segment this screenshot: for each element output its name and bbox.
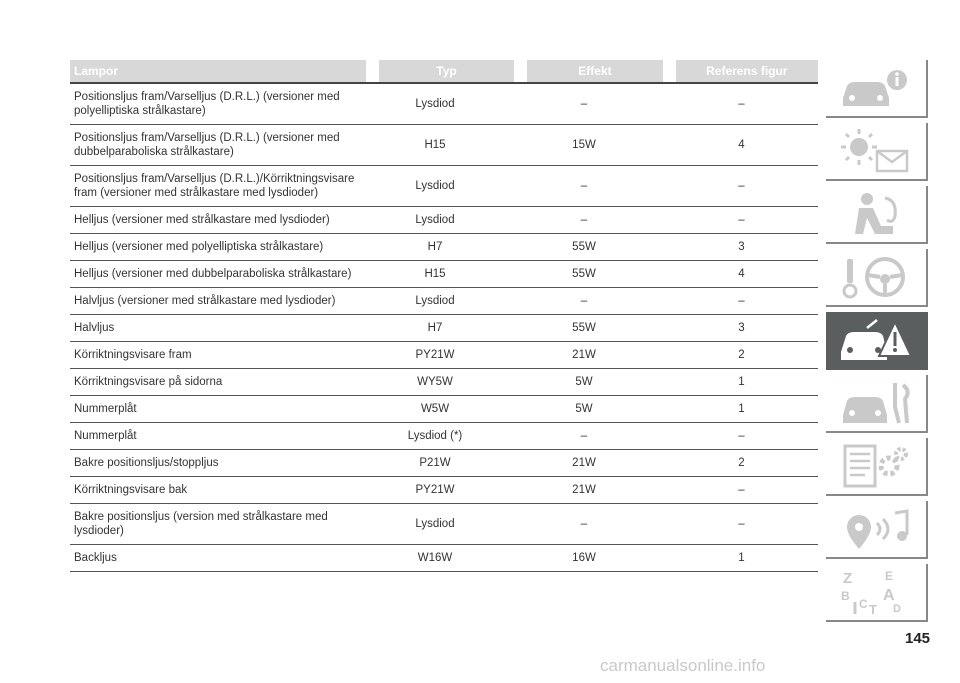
page-number: 145 <box>905 630 931 647</box>
cell-lamp: Körriktningsvisare fram <box>74 349 192 361</box>
cell-ref: – <box>738 180 745 192</box>
cell-lamp: Helljus (versioner med polyelliptiska strålkastare) <box>74 241 324 253</box>
cell-power: 21W <box>572 457 596 469</box>
emergency-icon <box>837 316 915 364</box>
cell-lamp: Körriktningsvisare bak <box>74 484 188 496</box>
cell-lamp: Körriktningsvisare på sidorna <box>74 376 223 388</box>
header-effekt: Effekt <box>527 60 662 82</box>
cell-ref: – <box>738 295 745 307</box>
lamp-table <box>70 60 818 572</box>
table-row <box>70 315 818 342</box>
cell-ref: 1 <box>738 403 745 415</box>
cell-power: 55W <box>572 268 596 280</box>
cell-type: Lysdiod <box>415 98 455 110</box>
tab-driving[interactable] <box>826 249 928 307</box>
cell-lamp: Nummerplåt <box>74 430 137 442</box>
cell-type: P21W <box>419 457 451 469</box>
cell-ref: – <box>738 98 745 110</box>
cell-ref: – <box>738 214 745 226</box>
cell-ref: 1 <box>738 376 745 388</box>
index-icon <box>837 568 915 616</box>
cell-type: W16W <box>417 552 453 564</box>
cell-lamp: Nummerplåt <box>74 403 137 415</box>
cell-power: 55W <box>572 241 596 253</box>
header-referens: Referens figur <box>676 60 818 82</box>
cell-power: 5W <box>575 403 593 415</box>
table-row <box>70 545 818 572</box>
table-row <box>70 450 818 477</box>
tab-multimedia[interactable] <box>826 501 928 559</box>
cell-type: H15 <box>424 268 446 280</box>
cell-ref: – <box>738 518 745 530</box>
cell-type: PY21W <box>415 349 455 361</box>
cell-type: Lysdiod (*) <box>407 430 463 442</box>
cell-power: 15W <box>572 139 596 151</box>
chapter-sidebar <box>826 60 928 627</box>
tab-warning-lights[interactable] <box>826 123 928 181</box>
cell-type: Lysdiod <box>415 295 455 307</box>
table-row <box>70 261 818 288</box>
header-typ: Typ <box>379 60 514 82</box>
steering-wheel-icon <box>837 253 915 301</box>
cell-type: H15 <box>424 139 446 151</box>
cell-ref: – <box>738 430 745 442</box>
cell-power: 21W <box>572 349 596 361</box>
index-letter-b: B <box>841 589 850 603</box>
cell-power: – <box>580 295 588 307</box>
tab-maintenance[interactable] <box>826 375 928 433</box>
cell-type: Lysdiod <box>415 518 455 530</box>
cell-power: 21W <box>572 484 596 496</box>
table-row <box>70 477 818 504</box>
table-row <box>70 369 818 396</box>
cell-lamp: Halvljus (versioner med strålkastare med lysdioder) <box>74 295 336 307</box>
cell-ref: 1 <box>738 552 745 564</box>
maintenance-icon <box>837 379 915 427</box>
tab-car-info[interactable] <box>826 60 928 118</box>
cell-type: PY21W <box>415 484 455 496</box>
cell-power: – <box>580 518 588 530</box>
cell-power: – <box>580 214 588 226</box>
multimedia-icon <box>837 505 915 553</box>
cell-type: H7 <box>427 322 443 334</box>
warning-lights-icon <box>837 127 915 175</box>
cell-type: WY5W <box>417 376 453 388</box>
index-letter-d: D <box>893 603 901 615</box>
cell-ref: – <box>738 484 745 496</box>
table-row <box>70 504 818 545</box>
cell-type: Lysdiod <box>415 180 455 192</box>
cell-power: – <box>580 430 588 442</box>
cell-ref: 3 <box>738 241 745 253</box>
index-letter-z: Z <box>843 570 853 587</box>
cell-lamp: Positionsljus fram/Varselljus (D.R.L.) (versioner med polyelliptiska strålkastare) <box>74 91 340 117</box>
cell-lamp: Halvljus <box>74 322 115 334</box>
table-row <box>70 166 818 207</box>
cell-power: – <box>580 98 588 110</box>
cell-power: – <box>580 180 588 192</box>
cell-lamp: Helljus (versioner med dubbelparaboliska strålkastare) <box>74 268 352 280</box>
table-row <box>70 234 818 261</box>
table-row <box>70 125 818 166</box>
table-row <box>70 342 818 369</box>
index-letter-a: A <box>883 587 895 604</box>
cell-ref: 3 <box>738 322 745 334</box>
table-body <box>70 84 818 572</box>
cell-ref: 2 <box>738 457 745 469</box>
table-row <box>70 207 818 234</box>
cell-type: H7 <box>427 241 443 253</box>
cell-lamp: Bakre positionsljus (version med strålkastare med lysdioder) <box>74 511 328 537</box>
table-row <box>70 396 818 423</box>
cell-type: Lysdiod <box>415 214 455 226</box>
cell-power: 5W <box>575 376 593 388</box>
cell-lamp: Backljus <box>74 552 117 564</box>
cell-ref: 4 <box>738 139 745 151</box>
cell-ref: 2 <box>738 349 745 361</box>
watermark: carmanualsonline.info <box>600 656 766 675</box>
tab-emergency[interactable] <box>826 312 928 370</box>
technical-data-icon <box>837 442 915 490</box>
cell-lamp: Positionsljus fram/Varselljus (D.R.L.) (versioner med dubbelparaboliska strålkastare) <box>74 132 340 158</box>
tab-technical-data[interactable] <box>826 438 928 496</box>
table-row <box>70 84 818 125</box>
index-letter-e: E <box>885 569 894 583</box>
cell-power: 16W <box>572 552 596 564</box>
cell-lamp: Bakre positionsljus/stoppljus <box>74 457 219 469</box>
cell-lamp: Positionsljus fram/Varselljus (D.R.L.)/Körriktningsvisare fram (versioner med strålkastare med lysdioder) <box>74 173 355 199</box>
index-letter-t: T <box>869 602 877 616</box>
safety-seat-icon <box>837 190 915 238</box>
table-row <box>70 423 818 450</box>
header-lampor: Lampor <box>70 60 366 82</box>
car-info-icon <box>837 64 915 112</box>
cell-power: 55W <box>572 322 596 334</box>
cell-ref: 4 <box>738 268 745 280</box>
tab-index[interactable] <box>826 564 928 622</box>
cell-type: W5W <box>420 403 450 415</box>
cell-lamp: Helljus (versioner med strålkastare med lysdioder) <box>74 214 330 226</box>
index-letter-c: C <box>859 597 868 611</box>
tab-safety[interactable] <box>826 186 928 244</box>
table-header <box>70 60 818 82</box>
table-row <box>70 288 818 315</box>
